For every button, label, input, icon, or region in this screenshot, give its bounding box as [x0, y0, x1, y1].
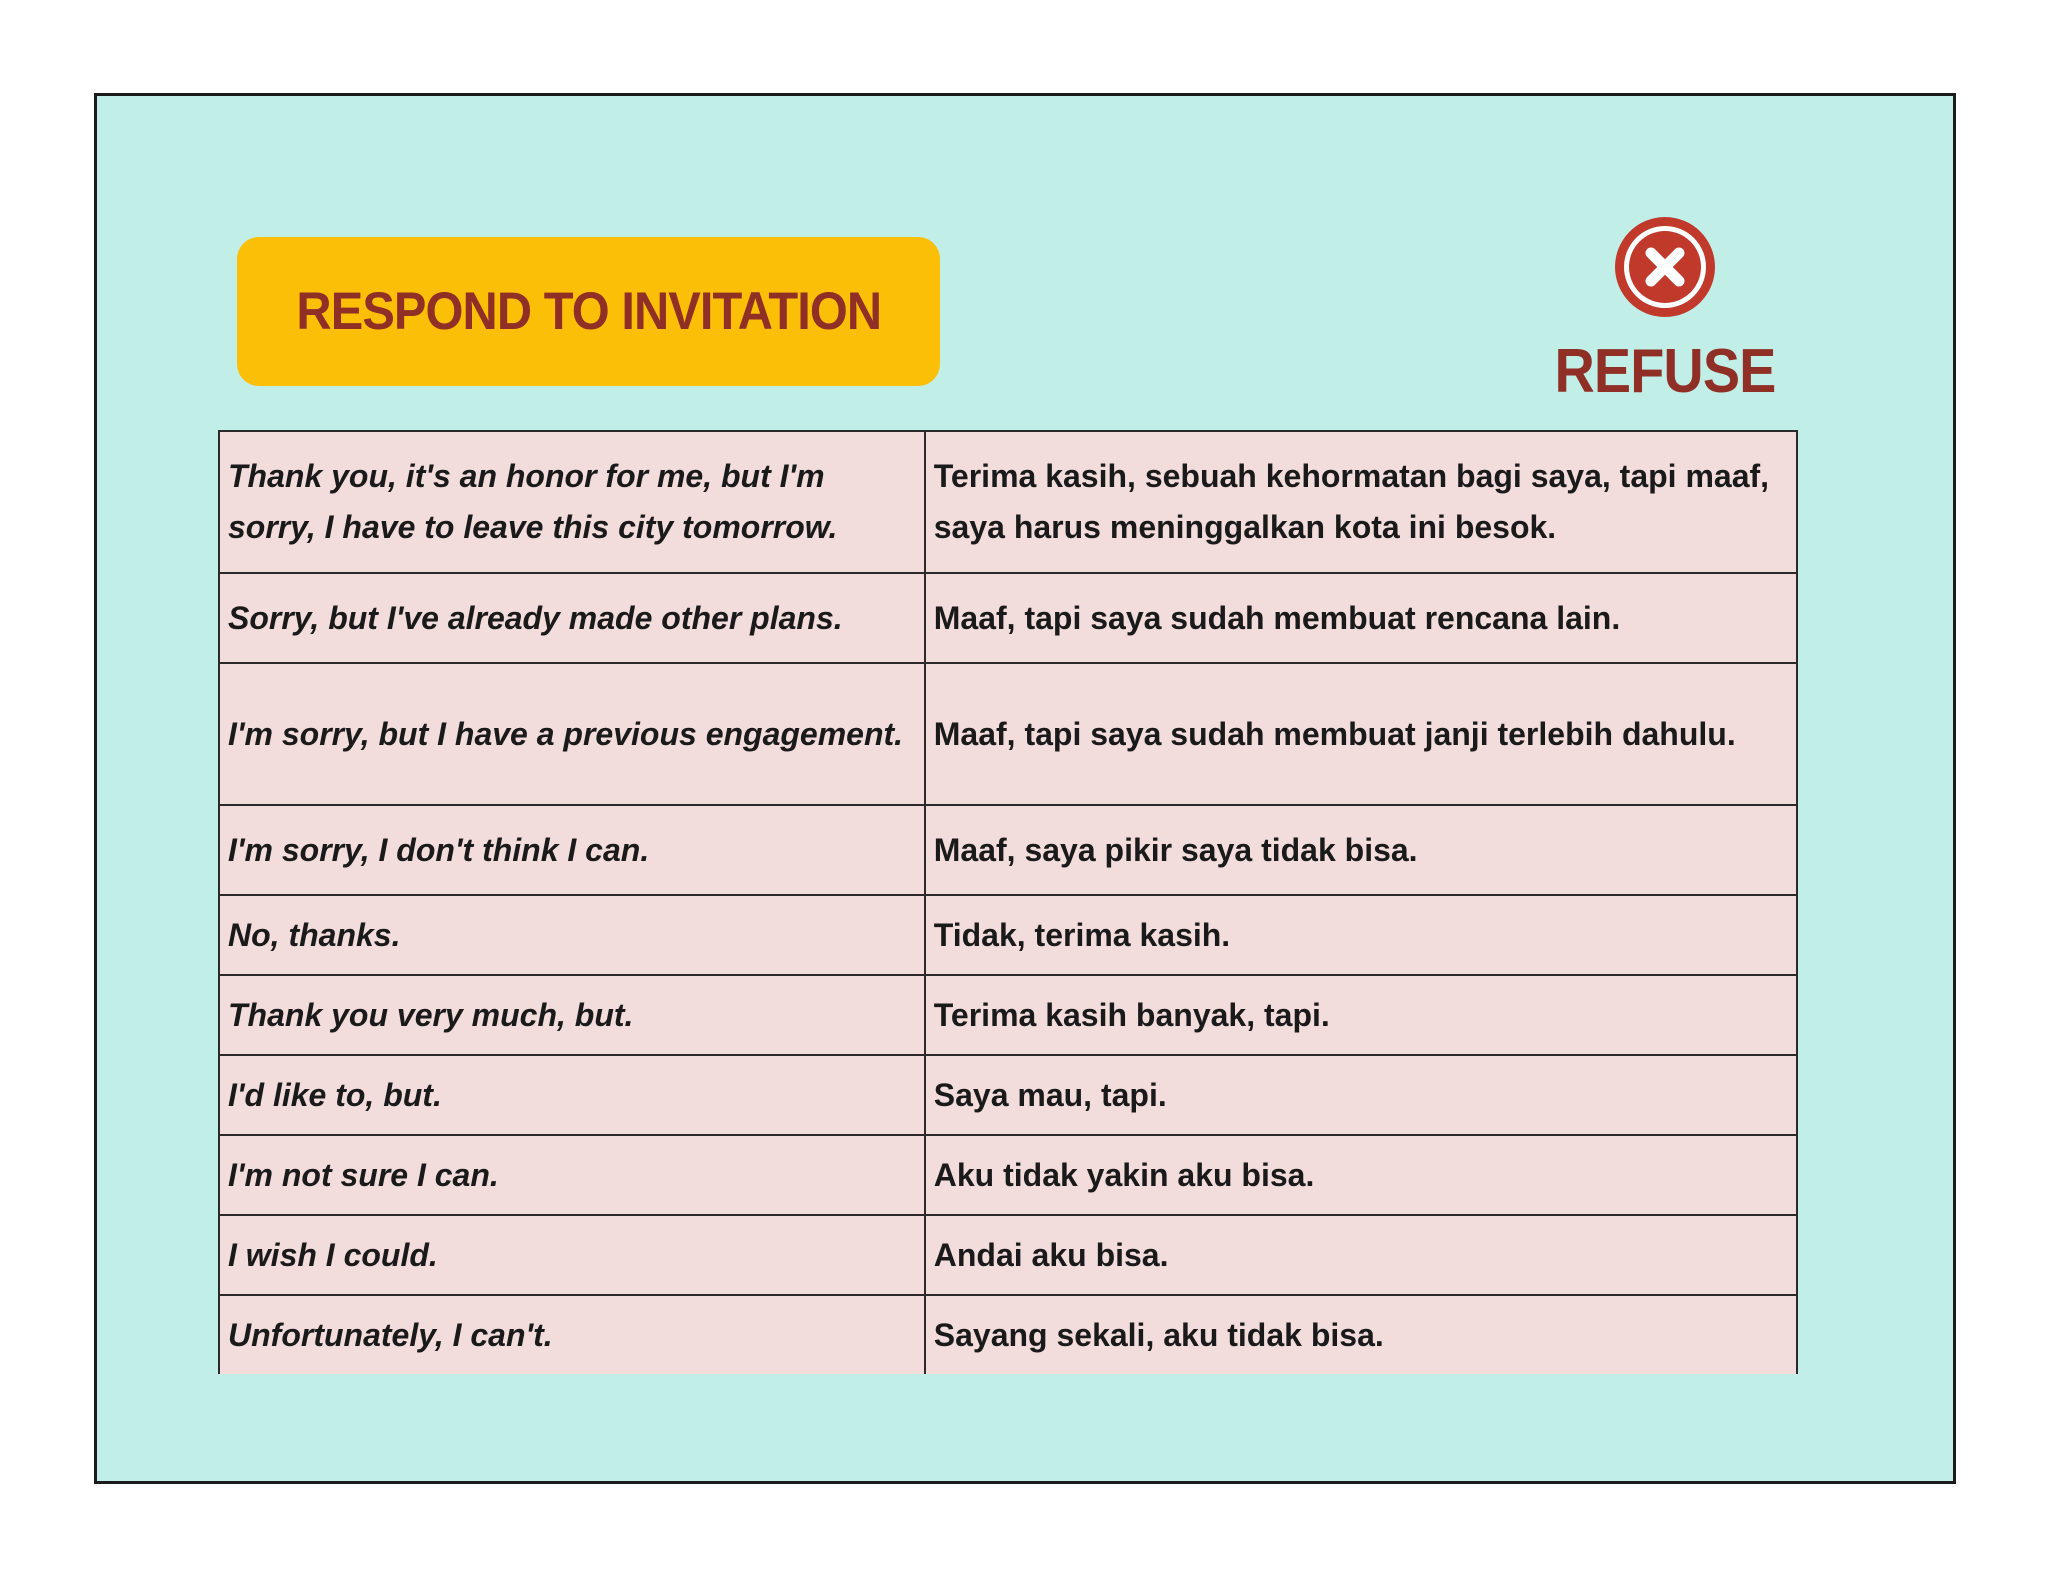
- table-row: [219, 975, 1797, 1055]
- indonesian-phrase: Tidak, terima kasih.: [925, 895, 1797, 975]
- indonesian-phrase: Terima kasih, sebuah kehormatan bagi saya, tapi maaf, saya harus meninggalkan kota ini besok.: [925, 431, 1797, 573]
- indonesian-phrase: Andai aku bisa.: [925, 1215, 1797, 1295]
- table-row: [219, 431, 1797, 573]
- english-phrase: No, thanks.: [219, 895, 925, 975]
- indonesian-phrase: Terima kasih banyak, tapi.: [925, 975, 1797, 1055]
- table-row: [219, 805, 1797, 895]
- table-row: [219, 663, 1797, 805]
- indonesian-phrase: Maaf, tapi saya sudah membuat rencana lain.: [925, 573, 1797, 663]
- table-row: [219, 1055, 1797, 1135]
- page-title: RESPOND TO INVITATION: [296, 282, 881, 341]
- indonesian-phrase: Maaf, saya pikir saya tidak bisa.: [925, 805, 1797, 895]
- english-phrase: I'm not sure I can.: [219, 1135, 925, 1215]
- indonesian-phrase: Saya mau, tapi.: [925, 1055, 1797, 1135]
- indonesian-phrase: Aku tidak yakin aku bisa.: [925, 1135, 1797, 1215]
- english-phrase: Thank you very much, but.: [219, 975, 925, 1055]
- refuse-label: REFUSE: [1554, 337, 1776, 406]
- indonesian-phrase: Maaf, tapi saya sudah membuat janji terlebih dahulu.: [925, 663, 1797, 805]
- english-phrase: I'm sorry, I don't think I can.: [219, 805, 925, 895]
- close-circle-icon: [1612, 214, 1718, 320]
- english-phrase: I'm sorry, but I have a previous engagement.: [219, 663, 925, 805]
- table-row: [219, 895, 1797, 975]
- indonesian-phrase: Sayang sekali, aku tidak bisa.: [925, 1295, 1797, 1374]
- table-row: [219, 1135, 1797, 1215]
- table-row: [219, 573, 1797, 663]
- english-phrase: Thank you, it's an honor for me, but I'm sorry, I have to leave this city tomorrow.: [219, 431, 925, 573]
- phrase-table: [218, 430, 1798, 1374]
- english-phrase: I wish I could.: [219, 1215, 925, 1295]
- table-row: [219, 1295, 1797, 1374]
- english-phrase: Sorry, but I've already made other plans.: [219, 573, 925, 663]
- table-row: [219, 1215, 1797, 1295]
- english-phrase: Unfortunately, I can't.: [219, 1295, 925, 1374]
- title-banner: [237, 237, 940, 386]
- english-phrase: I'd like to, but.: [219, 1055, 925, 1135]
